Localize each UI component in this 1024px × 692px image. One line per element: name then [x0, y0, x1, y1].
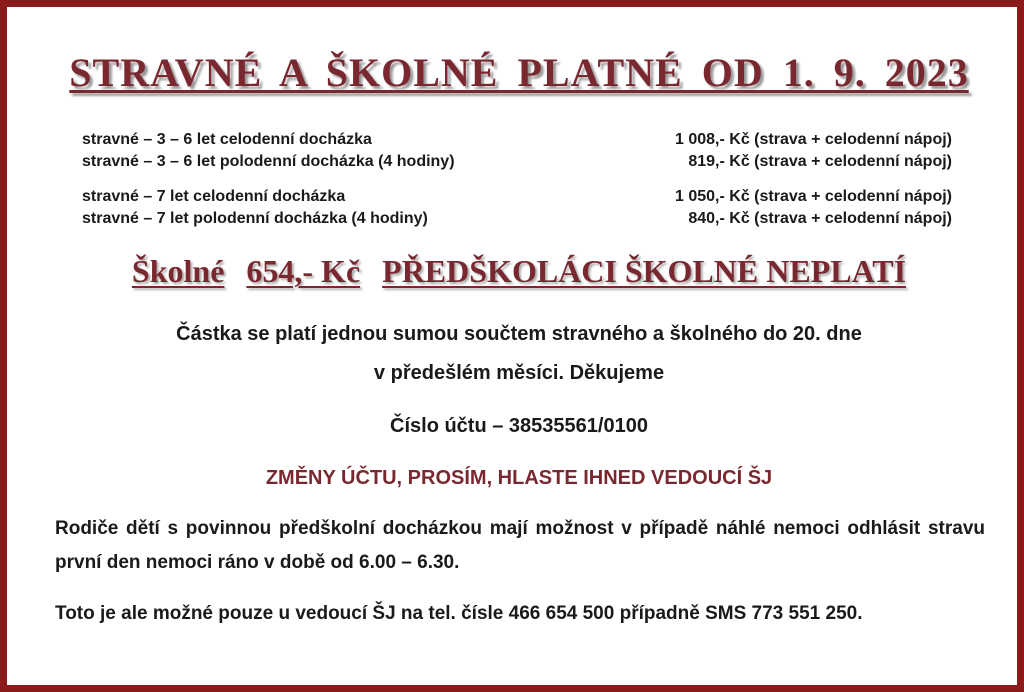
price-note: (strava + celodenní nápoj): [754, 210, 952, 227]
price-amount: 1 050,- Kč: [675, 188, 750, 205]
contact-notice: Toto je ale možné pouze u vedoucí ŠJ na tel. čísle 466 654 500 případně SMS 773 551 250.: [55, 603, 863, 624]
illness-notice: Rodiče dětí s povinnou předškolní docházkou mají možnost v případě náhlé nemoci odhlásit stravu první den nemoci ráno v době od 6.00 – 6.30.: [55, 518, 985, 573]
price-label: stravné – 7 let polodenní docházka (4 hodiny): [82, 210, 428, 227]
price-amount: 819,- Kč: [688, 153, 750, 170]
account-number: Číslo účtu – 38535561/0100: [390, 415, 648, 437]
price-value: [660, 188, 952, 206]
price-label: stravné – 3 – 6 let celodenní docházka: [82, 131, 372, 148]
price-label: stravné – 3 – 6 let polodenní docházka (4 hodiny): [82, 153, 455, 170]
price-amount: 1 008,- Kč: [675, 131, 750, 148]
price-note: (strava + celodenní nápoj): [754, 188, 952, 205]
school-fee-label: Školné: [131, 253, 225, 289]
school-fee-amount: 654,- Kč: [246, 253, 361, 289]
payment-line-2: v předešlém měsíci. Děkujeme: [373, 362, 665, 384]
payment-line-1: Částka se platí jednou sumou součtem stravného a školného do 20. dne: [176, 323, 862, 345]
price-value: [660, 210, 952, 228]
school-fee-heading: [7, 253, 1024, 290]
price-value: [660, 153, 952, 171]
account-change-warning: ZMĚNY ÚČTU, PROSÍM, HLASTE IHNED VEDOUCÍ ŠJ: [265, 467, 773, 489]
school-fee-note: PŘEDŠKOLÁCI ŠKOLNÉ NEPLATÍ: [382, 253, 907, 289]
price-note: (strava + celodenní nápoj): [754, 131, 952, 148]
price-note: (strava + celodenní nápoj): [754, 153, 952, 170]
price-amount: 840,- Kč: [688, 210, 750, 227]
price-value: [660, 131, 952, 149]
price-label: stravné – 7 let celodenní docházka: [82, 188, 346, 205]
page-title: STRAVNÉ A ŠKOLNÉ PLATNÉ OD 1. 9. 2023: [69, 50, 969, 95]
